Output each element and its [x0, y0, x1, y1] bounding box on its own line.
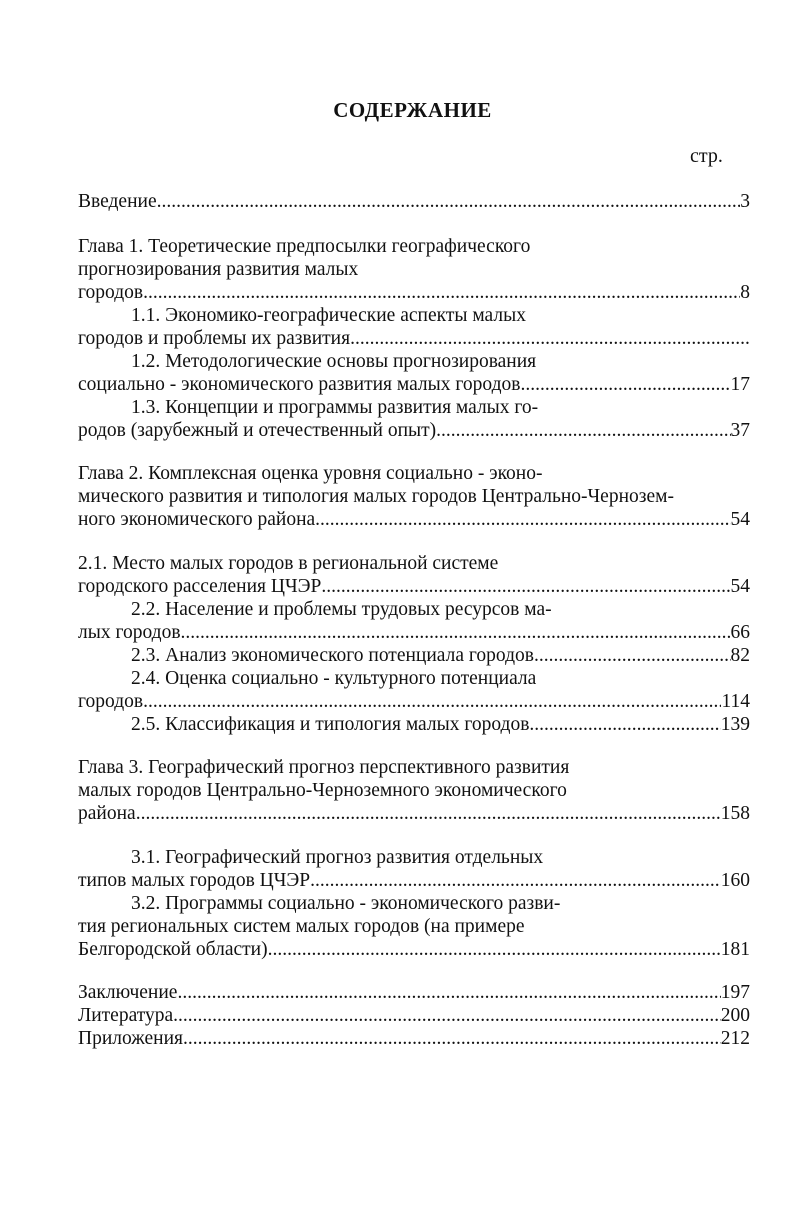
toc-section-3-1-line-2: типов малых городов ЦЧЭР ..... 160 — [78, 869, 750, 892]
leader-dots — [268, 938, 721, 961]
leader-dots — [183, 1027, 721, 1050]
toc-entry-literature: Литература ..... 200 — [78, 1004, 750, 1027]
toc-section-1-1-line-1: 1.1. Экономико-географические аспекты малых — [131, 305, 526, 326]
page-column-label: стр. — [690, 145, 723, 167]
toc-section-2-4-line-1: 2.4. Оценка социально - культурного потенциала — [131, 668, 537, 689]
toc-chapter-3-line-1: Глава 3. Географический прогноз перспективного развития — [78, 757, 570, 778]
page-title: СОДЕРЖАНИЕ — [333, 98, 492, 122]
toc-section-3-2-line-1: 3.2. Программы социально - экономического разви- — [131, 893, 561, 914]
leader-dots — [520, 373, 730, 396]
toc-section-3-2-line-3: Белгородской области) ..... 181 — [78, 938, 750, 961]
leader-dots — [315, 508, 730, 531]
leader-dots — [321, 575, 730, 598]
leader-dots — [136, 802, 721, 825]
leader-dots — [157, 190, 741, 213]
toc-section-2-1-line-2: городского расселения ЦЧЭР ..... 54 — [78, 575, 750, 598]
leader-dots — [534, 644, 731, 667]
toc-chapter-1-line-3: городов ..... 8 — [78, 281, 750, 304]
toc-section-1-3-line-2: родов (зарубежный и отечественный опыт) ..... 37 — [78, 419, 750, 442]
leader-dots — [143, 690, 721, 713]
toc-section-2-2-line-1: 2.2. Население и проблемы трудовых ресурсов ма- — [131, 599, 552, 620]
toc-entry-appendices: Приложения ..... 212 — [78, 1027, 750, 1050]
toc-chapter-1-line-1: Глава 1. Теоретические предпосылки географического — [78, 236, 531, 257]
leader-dots — [177, 981, 720, 1004]
toc-section-1-3-line-1: 1.3. Концепции и программы развития малых го- — [131, 397, 539, 418]
toc-entry-conclusion: Заключение ..... 197 — [78, 981, 750, 1004]
toc-entry-intro: Введение ..... 3 — [78, 190, 750, 213]
toc-section-2-5: 2.5. Классификация и типология малых городов ..... 139 — [78, 713, 750, 736]
toc-chapter-1-line-2: прогнозирования развития малых — [78, 259, 359, 280]
leader-dots — [436, 419, 730, 442]
toc-section-3-1-line-1: 3.1. Географический прогноз развития отдельных — [131, 847, 544, 868]
leader-dots — [310, 869, 721, 892]
toc-chapter-2-line-3: ного экономического района ..... 54 — [78, 508, 750, 531]
leader-dots — [350, 327, 750, 350]
toc-section-2-3: 2.3. Анализ экономического потенциала городов ..... 82 — [78, 644, 750, 667]
leader-dots — [143, 281, 740, 304]
leader-dots — [181, 621, 731, 644]
toc-chapter-2-line-2: мического развития и типология малых городов Центрально-Чернозем- — [78, 486, 674, 507]
toc-section-2-1-line-1: 2.1. Место малых городов в региональной системе — [78, 553, 499, 574]
toc-section-1-2-line-2: социально - экономического развития малых городов ..... 17 — [78, 373, 750, 396]
toc-section-1-2-line-1: 1.2. Методологические основы прогнозирования — [131, 351, 537, 372]
leader-dots — [173, 1004, 721, 1027]
toc-section-1-1-line-2: городов и проблемы их развития ..... — [78, 327, 750, 350]
toc-chapter-3-line-2: малых городов Центрально-Черноземного экономического — [78, 780, 567, 801]
toc-chapter-2-line-1: Глава 2. Комплексная оценка уровня социально - эконо- — [78, 463, 543, 484]
toc-chapter-3-line-3: района ..... 158 — [78, 802, 750, 825]
toc-section-3-2-line-2: тия региональных систем малых городов (на примере — [78, 916, 525, 937]
leader-dots — [529, 713, 720, 736]
toc-section-2-4-line-2: городов ..... 114 — [78, 690, 750, 713]
toc-section-2-2-line-2: лых городов ..... 66 — [78, 621, 750, 644]
